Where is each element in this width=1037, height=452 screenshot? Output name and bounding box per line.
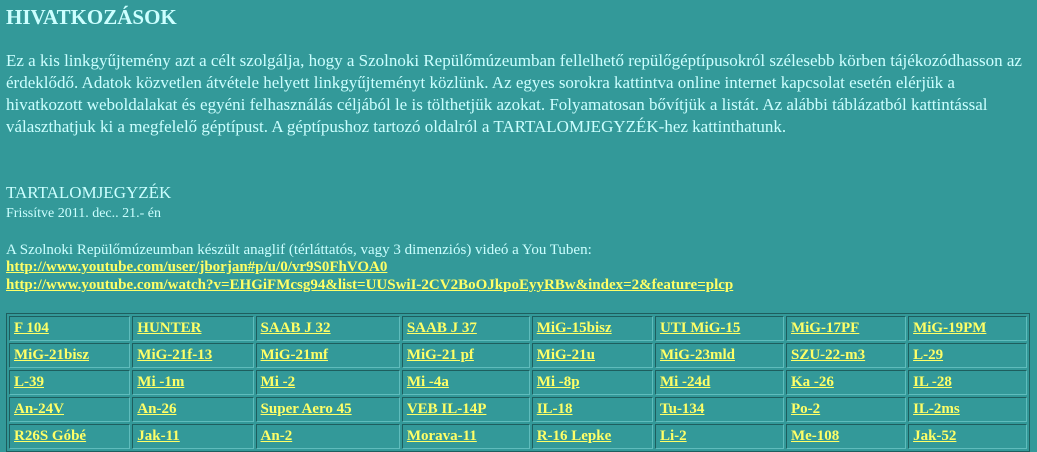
aircraft-type-table [6,313,1030,452]
table-cell [786,397,906,422]
aircraft-link[interactable]: Jak-11 [137,428,180,444]
table-cell [256,424,400,449]
table-cell [532,424,653,449]
page-title: HIVATKOZÁSOK [6,5,177,29]
table-cell [786,316,906,341]
table-cell [256,343,400,368]
aircraft-link[interactable]: MiG-21u [536,347,596,363]
table-cell [9,316,130,341]
table-cell [786,343,906,368]
table-cell [132,343,253,368]
table-row [9,397,1027,422]
aircraft-link[interactable]: SAAB J 32 [260,320,331,336]
aircraft-link[interactable]: Me-108 [790,428,840,444]
aircraft-link[interactable]: MiG-15bisz [536,320,612,336]
table-cell [532,316,653,341]
aircraft-link[interactable]: L-39 [14,374,44,390]
aircraft-link[interactable]: R-16 Lepke [536,428,612,444]
table-cell [655,316,784,341]
table-cell [9,343,130,368]
video-label: A Szolnoki Repülőmúzeumban készült anaglif (térláttatós, vagy 3 dimenziós) videó a You Tuben: [6,242,592,258]
table-cell [256,397,400,422]
aircraft-link[interactable]: F 104 [14,320,49,336]
table-cell [908,424,1027,449]
table-cell [786,424,906,449]
aircraft-link[interactable]: Mi -2 [260,374,296,390]
table-cell [908,397,1027,422]
aircraft-link[interactable]: MiG-21f-13 [137,347,213,363]
aircraft-link[interactable]: R26S Góbé [14,428,87,444]
video-link-2[interactable]: http://www.youtube.com/watch?v=EHGiFMcsg94&list=UUSwiI-2CV2BoOJkpoEyyRBw&index=2&feature=plcp [6,277,734,293]
video-link-1[interactable]: http://www.youtube.com/user/jborjan#p/u/0/vr9S0FhVOA0 [6,259,388,275]
table-cell [9,370,130,395]
table-cell [402,424,530,449]
aircraft-link[interactable]: Tu-134 [659,401,705,417]
table-cell [655,370,784,395]
table-row [9,343,1027,368]
aircraft-link[interactable]: MiG-21 pf [406,347,474,363]
table-cell [132,370,253,395]
aircraft-link[interactable]: UTI MiG-15 [659,320,741,336]
aircraft-link[interactable]: MiG-21bisz [14,347,89,363]
aircraft-link[interactable]: Mi -1m [137,374,185,390]
aircraft-link[interactable]: HUNTER [137,320,202,336]
aircraft-link[interactable]: MiG-21mf [260,347,329,363]
table-cell [132,316,253,341]
aircraft-link[interactable]: VEB IL-14P [406,401,487,417]
table-cell [908,370,1027,395]
table-cell [132,424,253,449]
aircraft-link[interactable]: Morava-11 [406,428,477,444]
table-cell [655,397,784,422]
aircraft-link[interactable]: An-2 [260,428,293,444]
aircraft-link[interactable]: MiG-17PF [790,320,860,336]
updated-date: Frissítve 2011. dec.. 21.- én [6,206,162,221]
aircraft-link[interactable]: Mi -8p [536,374,580,390]
aircraft-link[interactable]: Ka -26 [790,374,834,390]
aircraft-link[interactable]: SZU-22-m3 [790,347,866,363]
table-cell [786,370,906,395]
table-cell [256,370,400,395]
aircraft-link[interactable]: An-24V [14,401,65,417]
intro-paragraph: Ez a kis linkgyűjtemény azt a célt szolgálja, hogy a Szolnoki Repülőmúzeumban fellelhető repülőgéptípusokról szélesebb körben tájékozódhasson az érdeklődő. Adatok közvetlen átvétele helyett linkgyűjteményt közlünk. Az egyes sorokra kattintva online internet kapcsolat esetén elérjük a hivatkozott weboldalakat és egyéni felhasználás céljából le is tölthetjük azokat. Folyamatosan bővítjük a listát. Az alábbi táblázatból kattintással választhatjuk ki a megfelelő géptípust. A géptípushoz tartozó oldalról a TARTALOMJEGYZÉK-hez kattinthatunk. [6,51,1022,136]
table-cell [655,424,784,449]
table-cell [532,370,653,395]
aircraft-link[interactable]: Mi -24d [659,374,711,390]
table-cell [402,316,530,341]
table-row [9,316,1027,341]
aircraft-link[interactable]: MiG-19PM [913,320,987,336]
table-cell [9,424,130,449]
table-cell [532,343,653,368]
table-cell [402,370,530,395]
table-cell [908,343,1027,368]
table-cell [908,316,1027,341]
table-row [9,424,1027,449]
table-cell [532,397,653,422]
aircraft-link[interactable]: An-26 [137,401,177,417]
aircraft-link[interactable]: Super Aero 45 [260,401,352,417]
table-row [9,370,1027,395]
aircraft-link[interactable]: Mi -4a [406,374,449,390]
aircraft-link[interactable]: Po-2 [790,401,821,417]
aircraft-link[interactable]: IL-2ms [913,401,960,417]
aircraft-link[interactable]: IL-18 [536,401,573,417]
aircraft-link[interactable]: IL -28 [913,374,952,390]
toc-link[interactable]: TARTALOMJEGYZÉK [6,183,172,202]
table-cell [402,397,530,422]
table-cell [132,397,253,422]
table-cell [655,343,784,368]
aircraft-link[interactable]: Li-2 [659,428,687,444]
aircraft-link[interactable]: Jak-52 [913,428,957,444]
table-cell [9,397,130,422]
aircraft-link[interactable]: SAAB J 37 [406,320,477,336]
aircraft-link[interactable]: MiG-23mld [659,347,735,363]
table-cell [256,316,400,341]
table-cell [402,343,530,368]
aircraft-link[interactable]: L-29 [913,347,944,363]
